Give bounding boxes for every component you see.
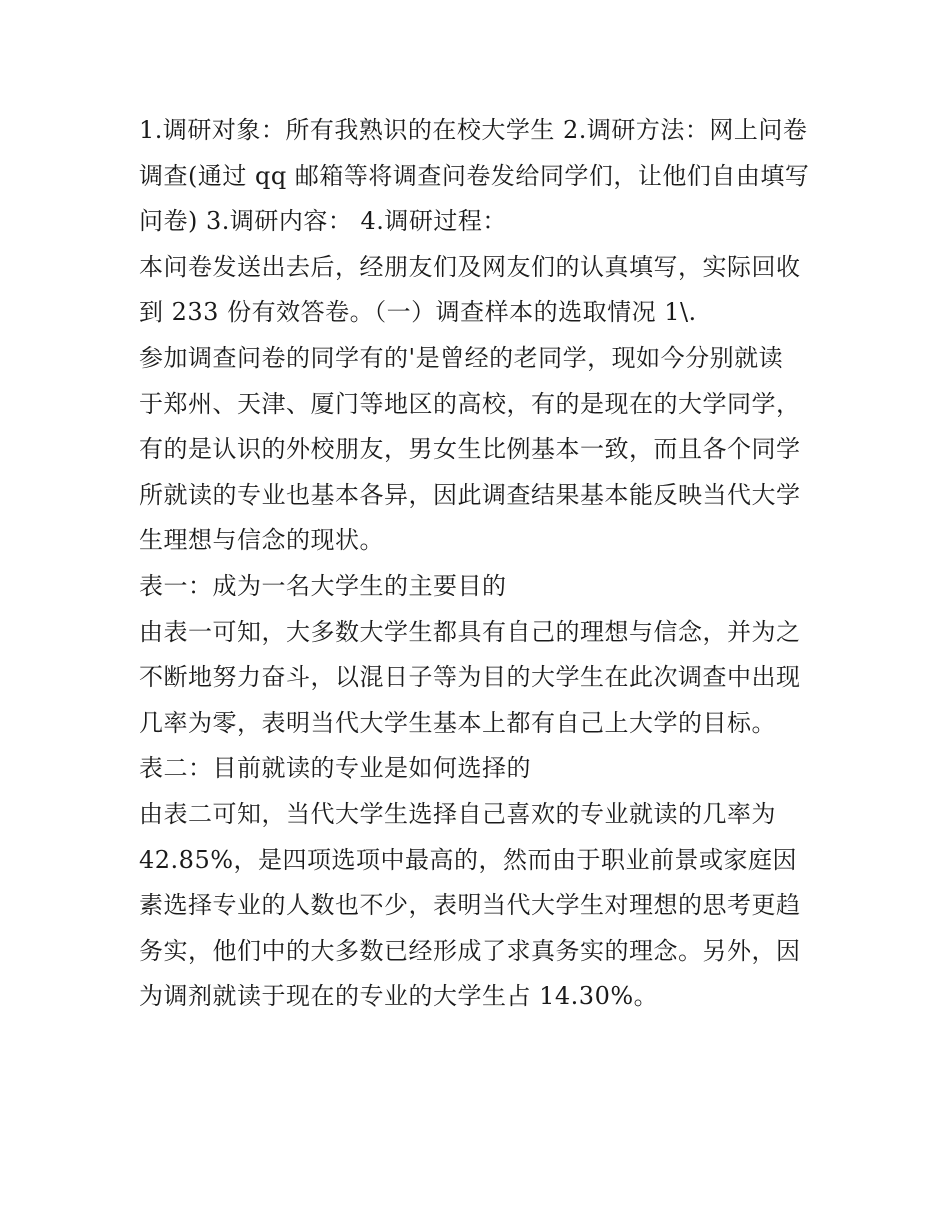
- text-line: 1.调研对象：所有我熟识的在校大学生 2.调研方法：网上问卷: [139, 116, 808, 144]
- text-line: 调查(通过 qq 邮箱等将调查问卷发给同学们，让他们自由填写: [139, 161, 810, 190]
- table-two-heading: 表二：目前就读的专业是如何选择的: [139, 754, 531, 783]
- text-line: 几率为零，表明当代大学生基本上都有自己上大学的目标。: [139, 708, 776, 737]
- text-line: 所就读的专业也基本各异，因此调查结果基本能反映当代大学: [139, 480, 801, 509]
- text-line: 本问卷发送出去后，经朋友们及网友们的认真填写，实际回收: [139, 252, 801, 281]
- text-line: 有的是认识的外校朋友，男女生比例基本一致，而且各个同学: [139, 435, 801, 464]
- text-line: 素选择专业的人数也不少，表明当代大学生对理想的思考更趋: [139, 891, 801, 920]
- document-body: [139, 108, 819, 1020]
- text-line: 到 233 份有效答卷。（一）调查样本的选取情况 1\.: [139, 298, 697, 327]
- text-line: 为调剂就读于现在的专业的大学生占 14.30%。: [139, 982, 659, 1011]
- text-line: 生理想与信念的现状。: [139, 526, 384, 555]
- text-line: 于郑州、天津、厦门等地区的高校，有的是现在的大学同学，: [139, 389, 801, 418]
- text-line: 务实，他们中的大多数已经形成了求真务实的理念。另外，因: [139, 936, 801, 965]
- table-one-heading: 表一：成为一名大学生的主要目的: [139, 571, 507, 600]
- text-line: 由表一可知，大多数大学生都具有自己的理想与信念，并为之: [139, 617, 801, 646]
- text-line: 参加调查问卷的同学有的'是曾经的老同学，现如今分别就读: [139, 343, 784, 372]
- text-line: 不断地努力奋斗，以混日子等为目的大学生在此次调查中出现: [139, 663, 801, 692]
- text-line: 由表二可知，当代大学生选择自己喜欢的专业就读的几率为: [139, 799, 776, 828]
- text-line: 问卷) 3.调研内容： 4.调研过程：: [139, 207, 507, 236]
- text-line: 42.85%，是四项选项中最高的，然而由于职业前景或家庭因: [139, 845, 798, 874]
